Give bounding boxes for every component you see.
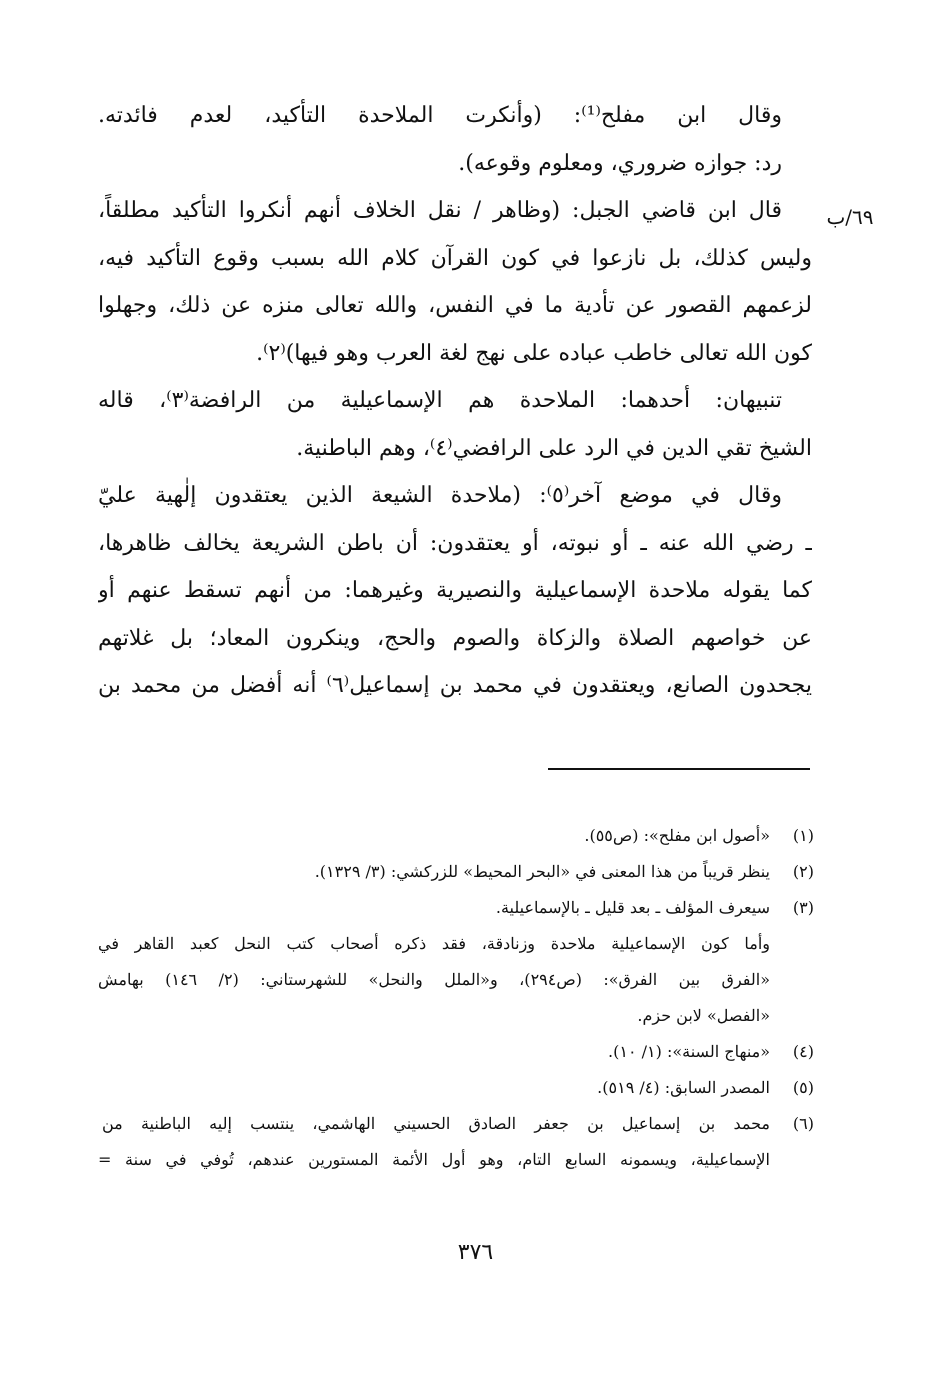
footnote-number: (٣) [792, 898, 814, 917]
footnote-continuation: «الفصل» لابن حزم. [637, 1006, 770, 1025]
text-line: لزعمهم القصور عن تأدية ما في النفس، والله تعالى منزه عن ذلك، وجهلوا [98, 293, 812, 318]
text-line: وليس كذلك، بل نازعوا في كون القرآن كلام الله بسبب وقوع التأكيد فيه، [98, 245, 812, 271]
text-line: ـ رضي الله عنه ـ أو نبوته، أو يعتقدون: أن باطن الشريعة يخالف ظاهرها، [98, 530, 812, 556]
footnote-number: (٥) [792, 1078, 814, 1097]
margin-folio-note: ٦٩/ب [826, 205, 874, 229]
footnote-continuation: «الفرق بين الفرق»: (ص٢٩٤)، و«الملل والنحل» للشهرستاني: (٢/ ١٤٦) بهامش [98, 970, 771, 989]
main-text [98, 92, 812, 710]
footnote-item [98, 890, 814, 926]
footnote-text: ينظر قريباً من هذا المعنى في «البحر المحيط» للزركشي: (٣/ ١٣٢٩). [314, 862, 770, 881]
footnote-text: المصدر السابق: (٤/ ٥١٩). [597, 1078, 770, 1097]
footnote-text: «أصول ابن مفلح»: (ص٥٥). [584, 826, 770, 845]
text-line: رد: جوازه ضروري، ومعلوم وقوعه). [458, 150, 782, 176]
page-number: ٣٧٦ [457, 1240, 494, 1265]
footnote-item [98, 1034, 814, 1070]
footnote-item [98, 854, 814, 890]
footnotes [98, 818, 814, 1178]
footnote-continuation: وأما كون الإسماعيلية ملاحدة وزنادقة، فقد ذكره أصحاب كتب النحل كعبد القاهر في [98, 934, 770, 953]
text-line: كما يقوله ملاحدة الإسماعيلية والنصيرية وغيرهما: من أنهم تسقط عنهم أو [98, 578, 812, 603]
text-line: عن خواصهم الصلاة والزكاة والصوم والحج، وينكرون المعاد؛ بل غلاتهم [98, 625, 812, 651]
text-line: يجحدون الصانع، ويعتقدون في محمد بن إسماعيل⁽٦⁾ أنه أفضل من محمد بن [98, 673, 812, 698]
footnote-number: (١) [792, 826, 814, 845]
text-line: الشيخ تقي الدين في الرد على الرافضي⁽٤⁾، وهم الباطنية. [296, 435, 812, 461]
text-line: وقال ابن مفلح⁽¹⁾: (وأنكرت الملاحدة التأكيد، لعدم فائدته. [98, 103, 782, 128]
footnote-text: محمد بن إسماعيل بن جعفر الصادق الحسيني الهاشمي، ينتسب إليه الباطنية من [102, 1114, 770, 1133]
footnote-number: (٤) [792, 1042, 814, 1061]
footnote-number: (٢) [792, 862, 814, 881]
footnote-continuation: الإسماعيلية، ويسمونه السابع التام، وهو أول الأئمة المستورين عندهم، تُوفي في سنة = [98, 1150, 770, 1169]
text-line: تنبيهان: أحدهما: الملاحدة هم الإسماعيلية من الرافضة⁽٣⁾، قاله [98, 388, 783, 413]
footnote-text: «منهاج السنة»: (١/ ١٠). [608, 1042, 770, 1061]
footnote-item [98, 1106, 814, 1142]
footnote-number: (٦) [792, 1114, 814, 1133]
text-line: وقال في موضع آخر⁽٥⁾: (ملاحدة الشيعة الذين يعتقدون إلٰهية عليّ [98, 483, 782, 508]
text-line: كون الله تعالى خاطب عباده على نهج لغة العرب وهو فيها)⁽٢⁾. [256, 340, 812, 366]
footnote-item [98, 818, 814, 854]
text-line: قال ابن قاضي الجبل: (وظاهر / نقل الخلاف أنهم أنكروا التأكيد مطلقاً، [98, 198, 782, 223]
footnote-text: سيعرف المؤلف ـ بعد قليل ـ بالإسماعيلية. [495, 898, 770, 917]
footnote-divider [548, 768, 810, 770]
footnote-item [98, 1070, 814, 1106]
